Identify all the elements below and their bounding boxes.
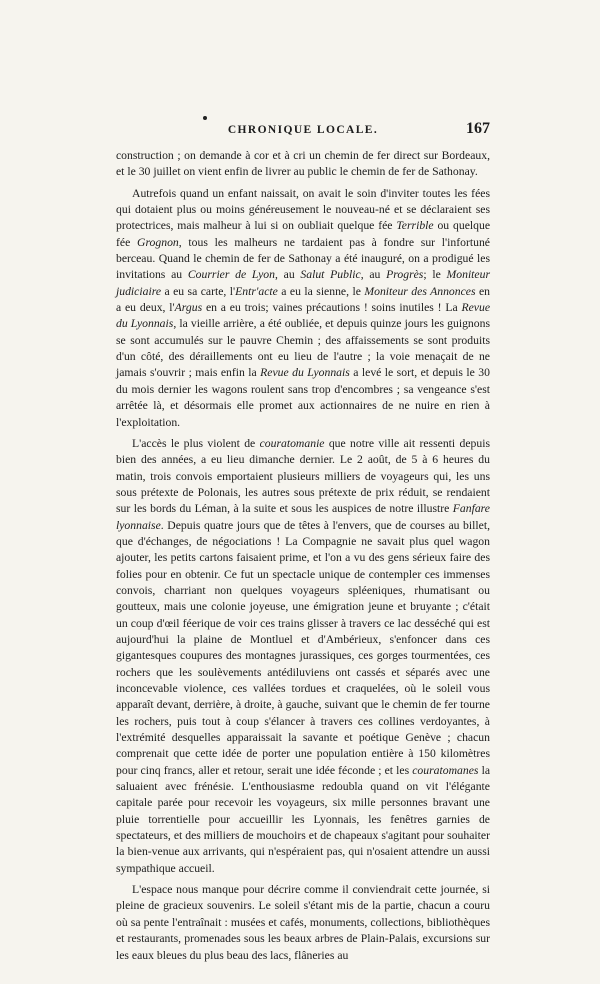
- text-run: , tous les malheurs ne tardaient pas à fondre sur l'infortuné berceau. Quand le chemin de fer de Sathonay a été inauguré, on a prodigué les invitations au: [116, 235, 490, 282]
- italic-title: Moniteur des Annonces: [364, 284, 476, 298]
- body-text: [116, 148, 490, 969]
- paragraph: [116, 148, 490, 181]
- text-run: en a eu deux, l': [116, 284, 490, 315]
- italic-title: couratomanie: [259, 436, 325, 450]
- text-run: en a eu trois; vaines précautions ! soins inutiles ! La: [202, 301, 462, 315]
- page-number: 167: [466, 120, 490, 137]
- text-run: a eu sa carte, l': [161, 284, 236, 298]
- italic-title: Revue du Lyonnais: [116, 301, 491, 331]
- text-run: . Depuis quatre jours que de têtes à l'envers, que de courses au billet, que d'échanges, de négociations ! La Compagnie ne savait plus quel wagon ajouter, les petits cartons faisaient prime, et l'on a vu des gens sérieux faire des folies pour en obtenir. Ce fut un spectacle unique de contempler ces immenses convois, charriant non quelques voyageurs spléeniques, rhumatisant ou goutteux, mais une colonie joyeuse, une émigration jeune et bruyante ; c'était un coup d'œil féerique de voir ces trains glisser à travers ce lac desséché qui est aujourd'hui la plaine de Montluel et d'Ambérieux, s'enfoncer dans ces gigantesques coupures des montagnes jurassiques, ces gorges tourmentées, ces rochers que les soulèvements antédiluviens ont cassés et séparés avec une inconcevable violence, ces vallées tordues et craquelées, où le soleil vous apparaît devant, derrière, à droite, à gauche, suivant que le chemin de fer tourne les rochers, puis tout à coup s'élancer à travers ces collines verdoyantes, à l'extrémité desquelles apparaissait la savante et poétique Genève ; chacun comprenait que cette idée de porter une population entière à 150 kilomètres pour cinq francs, aller et retour, serait une idée féconde ; et les: [116, 518, 490, 777]
- text-run: , la vieille arrière, a été oubliée, et depuis quinze jours les guignons se sont accumulés sur le pauvre Chemin ; des affaissements se sont produits d'un côté, des déraillements ont eu lieu de l'autre ; la voie menaçait de ne jamais s'ouvrir ; mais enfin la: [116, 317, 491, 380]
- italic-title: Fanfare lyonnaise: [116, 502, 490, 532]
- text-run: Autrefois quand un enfant naissait, on avait le soin d'inviter toutes les fées qui dotaient plus ou moins généreusement le nouveau-né et se déclaraient ses protectrices, mais malheur à lui si on oubliait quelque fée: [116, 186, 490, 233]
- text-run: L'accès le plus violent de: [132, 436, 260, 450]
- italic-title: couratomanes: [412, 763, 479, 777]
- running-title: CHRONIQUE LOCALE.: [227, 124, 379, 136]
- italic-title: Progrès: [386, 268, 424, 282]
- text-run: , au: [360, 268, 387, 282]
- italic-title: Grognon: [137, 235, 179, 249]
- text-run: a eu la sienne, le: [277, 284, 365, 298]
- italic-title: Argus: [174, 301, 203, 315]
- text-run: ; le: [423, 268, 447, 282]
- italic-title: Moniteur judiciaire: [116, 268, 491, 298]
- italic-title: Terrible: [396, 219, 434, 233]
- text-run: a levé le sort, et depuis le 30 du mois dernier les wagons roulent sans trop d'encombres ; sa vengeance s'est arrêtée là, et désormais elle promet aux actionnaires de ne nuire en rien à l'exploitation.: [116, 366, 490, 429]
- text-run: ou quelque fée: [116, 219, 491, 249]
- paragraph: [116, 186, 490, 431]
- text-run: construction ; on demande à cor et à cri un chemin de fer direct sur Bordeaux, et le 30 juillet on vient enfin de livrer au public le chemin de fer de Sathonay.: [116, 149, 490, 179]
- text-run: , au: [274, 268, 301, 282]
- italic-title: Courrier de Lyon: [187, 268, 275, 282]
- text-run: que notre ville ait ressenti depuis bien des années, a eu lieu dimanche dernier. Le 2 août, de 5 à 6 heures du matin, trois convois emportaient plusieurs milliers de voyageurs qui, les uns sous prétexte de Polonais, les autres sous prétexte de prix réduit, se rendaient sur les bords du Léman, à la suite et sous les auspices de notre illustre: [116, 436, 491, 516]
- page-header: [116, 122, 490, 142]
- paragraph: [116, 436, 490, 877]
- italic-title: Revue du Lyonnais: [260, 366, 350, 380]
- text-run: la saluaient avec frénésie. L'enthousiasme redoubla quand on vit l'élégante capitale parée pour recevoir les voyageurs, six mille personnes bravant une pluie torrentielle pour accueillir les Lyonnais, les fenêtres garnies de spectateurs, et des milliers de mouchoirs et de chapeaux s'agitant pour souhaiter la bien-venue aux arrivants, qui n'espéraient pas, qui n'osaient attendre un aussi sympathique accueil.: [116, 763, 491, 875]
- text-run: L'espace nous manque pour décrire comme il conviendrait cette journée, si pleine de gracieux souvenirs. Le soleil s'étant mis de la partie, chacun a couru où sa pente l'entraînait : musées et cafés, monuments, collections, bibliothèques et restaurants, promenades sous les beaux arbres de Plain-Palais, excursions sur les eaux bleues du plus beau des lacs, flâneries au: [116, 883, 490, 962]
- paragraph: [116, 882, 490, 964]
- ink-dot: [203, 116, 207, 120]
- italic-title: Salut Public: [300, 268, 361, 282]
- italic-title: Entr'acte: [235, 284, 278, 298]
